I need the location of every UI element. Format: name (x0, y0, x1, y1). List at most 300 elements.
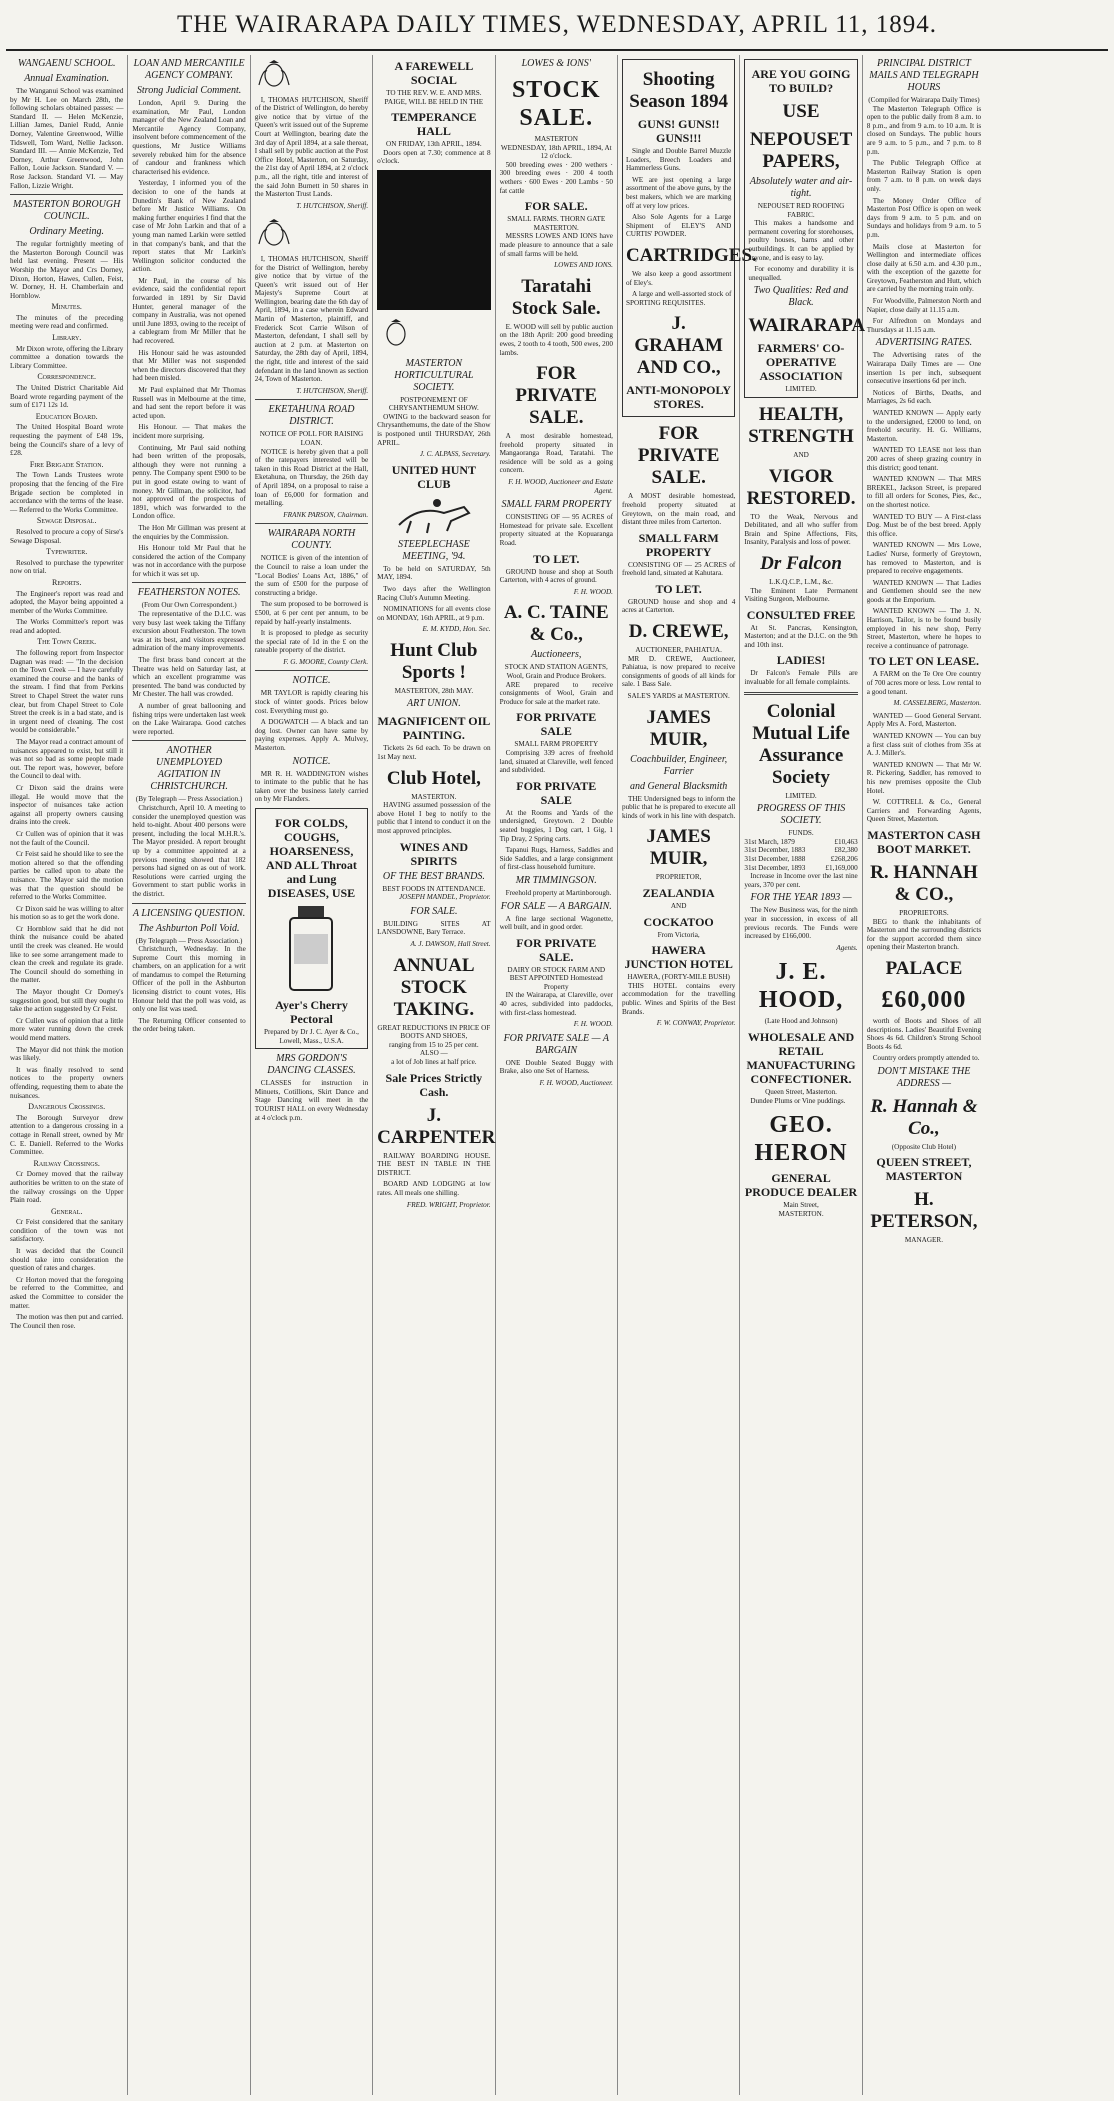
headline: SMALL FARM PROPERTY (638, 530, 719, 559)
headline: PRINCIPAL DISTRICT MAILS AND TELEGRAPH HOURS (869, 58, 979, 93)
subheadline: Absolutely water and air-tight. (749, 176, 853, 199)
subheadline: MASTERTON. (778, 1209, 824, 1218)
section-label: Minutes. (51, 302, 82, 312)
advert-note: Prepared by Dr J. C. Ayer & Co., Lowell, Mass., U.S.A. (263, 1028, 359, 1045)
royal-crest-icon (255, 218, 293, 248)
paragraph: The minutes of the preceding meeting were read and confirmed. (10, 313, 124, 331)
column-5 (496, 55, 618, 2095)
subheadline: (Late Hood and Johnson) (764, 1017, 838, 1026)
headline: GUNS! GUNS!! GUNS!!! (637, 117, 720, 145)
signature: M. CASSELBERG, Masterton. (893, 699, 982, 708)
headline: UNITED HUNT CLUB (391, 462, 477, 491)
signature: LOWES AND IONS. (554, 261, 613, 270)
headline: PALACE (885, 957, 963, 979)
paragraph: BUILDING SITES AT LANSDOWNE, Bary Terrace. (377, 919, 491, 937)
headline: LOAN AND MERCANTILE AGENCY COMPANY. (133, 58, 245, 81)
signature: A. J. DAWSON, Hall Street. (410, 940, 491, 948)
headline: MASTERTON HORTICULTURAL SOCIETY. (394, 357, 474, 393)
paragraph: MESSRS LOWES AND IONS have made pleasure to announce that a sale of small farms will be held. (499, 232, 613, 258)
subheadline: AUCTIONEER, PAHIATUA. (635, 646, 722, 655)
classified-ad: WANTED KNOWN — That MRS BREKEL, Jackson Street, is prepared to fill all orders for Scones, Pies, &c., on the shortest notice. (866, 475, 982, 509)
headline: TO LET ON LEASE. (868, 654, 980, 669)
paragraph: Cr Dorney moved that the railway authorities be written to on the state of the railway crossings on the Upper Plain road. (10, 1170, 124, 1205)
paragraph: We also keep a good assortment of Eley's. (625, 269, 732, 287)
section-label: Fire Brigade Station. (29, 459, 104, 469)
section-label: Railway Crossings. (33, 1158, 100, 1168)
headline: FOR PRIVATE SALE — A BARGAIN (503, 1032, 609, 1056)
subheadline: MANAGER. (904, 1236, 943, 1245)
column-4 (373, 55, 495, 2095)
column-6 (618, 55, 757, 2095)
headline: GENERAL PRODUCE DEALER (744, 1171, 858, 1200)
paragraph: The Borough Surveyor drew attention to a dangerous crossing in a cottage in Renall street, owned by Mr C. E. Daniell. Referred to the Works Committee. (10, 1113, 124, 1157)
headline: TEMPERANCE HALL (391, 110, 477, 139)
paragraph: WE are just opening a large assortment of the above guns, by the best makers, which we are marking off at very low prices. (625, 175, 732, 210)
subheadline: DAIRY OR STOCK FARM AND BEST APPOINTED Homestead Property (507, 965, 606, 991)
headline: R. HANNAH & CO., (870, 861, 978, 905)
subheadline: PROPRIETOR, (655, 873, 702, 882)
paragraph: BEG to thank the inhabitants of Masterton and the surrounding districts for the support accorded them since opening their Masterton branch. (866, 917, 982, 952)
headline: H. PETERSON, (870, 1189, 978, 1233)
headline: USE (782, 101, 820, 122)
paragraph: Cr Cullen was of opinion that a little more water running down the creek would mend matters. (10, 1016, 124, 1042)
paragraph: A DOGWATCH — A black and tan dog lost. Owner can have same by paying expenses. Apply A. Mulvey, Masterton. (254, 718, 369, 753)
ink-blot (377, 170, 490, 310)
paragraph: The Works Committee's report was read and adopted. (10, 618, 124, 635)
advert-headline: FOR COLDS, COUGHS, HOARSENESS, AND ALL Throat and Lung DISEASES, USE (266, 816, 357, 900)
headline: JAMES MUIR, (646, 706, 711, 750)
paragraph: MR R. H. WADDINGTON wishes to intimate to the public that he has taken over the business lately carried on by Mr Flanders. (254, 769, 369, 804)
byline: (By Telegraph — Press Association.) (135, 936, 243, 945)
masthead-rule (6, 49, 1108, 51)
paragraph: The Eminent Late Permanent Visiting Surgeon, Melbourne. (744, 586, 858, 604)
funds-row (744, 838, 857, 847)
paragraph: Tapanui Rugs, Harness, Saddles and Side Saddles, and a large consignment of first-class household furniture. (499, 846, 613, 872)
headline: TO LET. (533, 551, 580, 566)
divider (255, 523, 368, 524)
paragraph: A fine large sectional Wagonette, well built, and in good order. (499, 914, 613, 932)
headline: MASTERTON CASH BOOT MARKET. (867, 827, 981, 856)
divider (744, 692, 857, 695)
paragraph: E. WOOD will sell by public auction on the 18th April: 200 good breeding ewes, 2 tooth to 4 tooth, 500 ewes, 200 lambs. (499, 322, 613, 357)
section-label: Education Board. (35, 411, 98, 421)
paragraph: London, April 9. During the examination, Mr Paul, London manager of the New Zealand Loan and Mercantile Agency Company, insolvent before commencement of the questions, Mr Justice Williams severely rebuked him for the absence of candour and frankness which characterised his evidence. (132, 99, 246, 176)
paragraph: IN the Wairarapa, at Clareville, over 40 acres, subdivided into paddocks, with first-class homestead. (499, 991, 613, 1017)
funds-date: 31st December, 1893 (744, 863, 806, 872)
headline: £60,000 (881, 986, 967, 1013)
headline: FOR PRIVATE SALE (516, 710, 597, 739)
headline: FOR SALE. (410, 905, 458, 917)
headline: J. GRAHAM AND CO., (634, 313, 723, 379)
signature: F. H. WOOD, Auctioneer. (539, 1079, 613, 1088)
section-label: Sewage Disposal. (36, 516, 97, 526)
guns-advert (622, 59, 757, 417)
headline: NOTICE. (292, 755, 331, 767)
headline: FOR SALE. (524, 199, 588, 214)
subheadline: NEPOUSET RED ROOFING FABRIC. (757, 202, 845, 219)
paragraph: CLASSES for instruction in Minuets, Cotillions, Skirt Dance and Stage Dancing will meet in the TOURIST HALL on every Wednesday at 4 o'clock p.m. (254, 1079, 369, 1122)
headline: Dr Falcon (760, 552, 842, 574)
funds-amount: £10,463 (834, 837, 858, 846)
paragraph: GROUND house and shop and 4 acres at Carterton. (621, 597, 736, 615)
paragraph: NOTICE is given of the intention of the Council to raise a loan under the "Local Bodies' Loans Act, 1886," of the sum of £500 for the purpose of constructing a bridge. (254, 554, 369, 597)
subheadline: Annual Examination. (24, 73, 110, 84)
section-label: The Town Creek. (37, 637, 97, 647)
headline: FOR THE YEAR 1893 — (750, 892, 852, 904)
paragraph: For Alfredton on Mondays and Thursdays at 11.15 a.m. (866, 317, 982, 334)
paragraph: At the Rooms and Yards of the undersigned, Greytown. 2 Double seated buggies, 1 Dog cart, 1 Gig, 1 Tip Dray, 2 Spring carts. (499, 808, 613, 843)
classified-ad: WANTED KNOWN — Apply early to the undersigned, £2000 to lend, on freehold security. H. G. Williams, Masterton. (866, 409, 982, 443)
divider (132, 740, 245, 741)
headline: LOWES & IONS' (521, 58, 591, 69)
subheadline: WEDNESDAY, 18th APRIL, 1894, At 12 o'clock. (500, 143, 612, 161)
paragraph: The regular fortnightly meeting of the Masterton Borough Council was held last evening. Present — His Worship the Mayor and Crs Dorney, Dixon, Horton, Hawes, Cullen, Feist, W. Dorney, H. H. Chamberlain and Hornblow. (10, 240, 124, 300)
classified-ad: WANTED KNOWN — Mrs Lowe, Ladies' Nurse, formerly of Greytown, has removed to Masterton, and is prepared to receive engagements. (866, 541, 982, 576)
subheadline: Strong Judicial Comment. (136, 85, 242, 96)
funds-amount: £268,206 (830, 855, 858, 864)
subheadline: BEST FOODS IN ATTENDANCE. (382, 884, 486, 893)
funds-amount: £1,169,000 (825, 863, 858, 872)
headline: ANNUAL STOCK TAKING. (393, 954, 475, 1020)
classified-ad: WANTED KNOWN — That Ladies and Gentlemen should see the new goods at the Emporium. (866, 578, 982, 604)
signature: Agents. (836, 943, 858, 952)
paragraph: The Mayor read a contract amount of nuisances appeared to exist, but still it was not so bad as some people made out. The report was, however, before the Council to deal with. (10, 738, 124, 781)
headline: QUEEN STREET, MASTERTON (876, 1155, 972, 1184)
paragraph: MR D. CREWE, Auctioneer, Pahiatua, is now prepared to receive consignments of goods of all kinds for sale. 1 Bass Sale. (621, 654, 736, 689)
paragraph: This makes a handsome and permanent covering for storehouses, poultry houses, barns and other outbuildings. It can be applied by anyone, and is easy to lay. (748, 219, 854, 262)
headline: HEALTH, STRENGTH (748, 403, 854, 447)
classified-ad: WANTED KNOWN — That Mr W. R. Pickering, Saddler, has removed to his new premises opposite the Club Hotel. (866, 760, 982, 795)
headline: ADVERTISING RATES. (875, 337, 973, 349)
divider (255, 399, 368, 400)
headline: FOR SALE — A BARGAIN. (500, 900, 612, 912)
paragraph: TO the Weak, Nervous and Debilitated, and all who suffer from Brain and Spine Affections, Fits, Insanity, Paralysis and loss of power. (744, 512, 858, 547)
subheadline: FUNDS. (788, 829, 814, 838)
divider (255, 670, 368, 671)
paragraph: ONE Double Seated Buggy with Brake, also one Set of Harness. (499, 1058, 613, 1076)
paragraph: Single and Double Barrel Muzzle Loaders, Breech Loaders and Hammerless Guns. (625, 147, 732, 173)
paragraph: The Returning Officer consented to the order being taken. (132, 1016, 246, 1034)
headline: ART UNION. (407, 698, 461, 710)
paragraph: RAILWAY BOARDING HOUSE. THE BEST IN TABLE IN THE DISTRICT. (377, 1151, 491, 1177)
headline: ARE YOU GOING TO BUILD? (751, 67, 851, 95)
paragraph: Mails close at Masterton for Wellington and intermediate offices close daily at 6.50 a.m. and 4.30 p.m., with the exception of the gazette for Greytown, Featherston and Hutt, which are carried by the morning train only. (866, 242, 982, 294)
headline: TO LET. (655, 581, 702, 596)
paragraph: GROUND house and shop at South Carterton, with 4 acres of ground. (499, 567, 613, 585)
subheadline: The Ashburton Poll Void. (138, 922, 240, 934)
paragraph: Freehold property at Martinborough. (505, 888, 612, 897)
subheadline: MASTERTON (534, 135, 578, 143)
headline: EKETAHUNA ROAD DISTRICT. (268, 404, 355, 428)
paragraph: For Woodville, Palmerston North and Napier, close daily at 11.15 a.m. (866, 297, 982, 314)
classified-ad: WANTED TO LEASE not less than 200 acres of sheep grazing country in this district; good tenant. (866, 446, 982, 472)
headline: MRS GORDON'S DANCING CLASSES. (267, 1053, 356, 1077)
subheadline: MASTERTON. (411, 792, 457, 801)
funds-amount: £82,380 (834, 846, 858, 855)
funds-date: 31st December, 1883 (744, 846, 806, 855)
subheadline: From Victoria, (657, 930, 700, 939)
headline: CONSULTED FREE (746, 607, 856, 622)
signature: F. H. WOOD. (573, 1020, 613, 1029)
headline: GEO. HERON (754, 1112, 848, 1167)
headline: MR TIMMINGSON. (515, 874, 597, 886)
paragraph: The Engineer's report was read and adopted, the Mayor being appointed a member of the Works Committee. (10, 589, 124, 615)
byline: (By Telegraph — Press Association.) (135, 795, 243, 804)
subheadline: ON FRIDAY, 13th APRIL, 1894. (386, 140, 482, 149)
paragraph: The Masterton Telegraph Office is open to the public daily from 8 a.m. to 8 p.m., and from 9 a.m. to 10 a.m. It is closed on Sundays. The public hours are 9 a.m. to 5 p.m., and 7 p.m. to 8 p.m. (866, 104, 982, 156)
column-3 (251, 55, 373, 2095)
paragraph: Resolved to purchase the typewriter now on trial. (10, 558, 124, 576)
headline: ANOTHER UNEMPLOYED AGITATION IN CHRISTCHURCH. (150, 745, 228, 793)
paragraph: The following report from Inspector Dagnan was read: — "In the decision on the Town Creek — I have carefully examined the course and the banks of the stream. I find that from Perkins Street to Chapel Street the water runs clear, but from Chapel Street to Cole Street the creek is in a bad state, and is in urgent need of cleaning. The cost would be considerable." (10, 649, 124, 735)
paragraph: ARE prepared to receive consignments of Wool, Grain and Produce for sale at the market rate. (499, 680, 613, 706)
section-label: Reports. (52, 577, 82, 587)
paragraph: The Town Lands Trustees wrote proposing that the fencing of the Fire Brigade section be completed in accordance with the terms of the lease. — Referred to the Works Committee. (10, 471, 124, 514)
paragraph: For economy and durability it is unequalled. (748, 265, 854, 282)
byline: (From Our Own Correspondent.) (141, 601, 237, 610)
headline: ANTI-MONOPOLY STORES. (626, 383, 732, 412)
paragraph: His Honour told Mr Paul that he considered the action of the Company was not in accordance with the purpose for which it was set up. (132, 544, 246, 578)
headline: R. Hannah & Co., (870, 1095, 978, 1139)
divider (132, 582, 245, 583)
headline: JAMES MUIR, (646, 826, 711, 870)
subheadline: POSTPONEMENT OF CHRYSANTHEMUM SHOW. (388, 395, 479, 413)
paragraph: Mr Paul, in the course of his evidence, said the confidential report forwarded in 1891 by Sir David Hunter, general manager of the company in Australia, was not opened until June 1893, owing to the receipt of a cablegram from Mr Miller that he had recovered. (132, 276, 246, 346)
paragraph: Cr Hornblow said that he did not think the nuisance could be abated until the creek was cleaned. He would like to see some arrangement made to clean the creek and regulate its grade. The Council should do something in the matter. (10, 924, 124, 985)
headline: WHOLESALE AND RETAIL MANUFACTURING CONFECTIONER. (746, 1029, 856, 1086)
paragraph: worth of Boots and Shoes of all descriptions. Ladies' Beautiful Evening Shoes 4s 6d. Children's Strong School Boots 4s 6d. (866, 1016, 982, 1051)
paragraph: OWING to the backward season for Chrysanthemums, the date of the Show is postponed until THURSDAY, 26th APRIL. (377, 412, 491, 447)
headline: VIGOR RESTORED. (746, 465, 856, 509)
paragraph: Cr Feist considered that the sanitary condition of the town was not satisfactory. (10, 1218, 124, 1244)
classified-ad: WANTED TO BUY — A First-class Dog. Must be of the best breed. Apply this office. (866, 512, 982, 538)
section-label: Dangerous Crossings. (28, 1102, 106, 1112)
paragraph: BOARD AND LODGING at low rates. All meals one shilling. (377, 1180, 491, 1197)
column-1 (6, 55, 128, 2095)
subheadline: PROPRIETORS. (899, 908, 949, 917)
paragraph: Comprising 339 acres of freehold land, situated at Clareville, well fenced and subdivided. (499, 748, 613, 775)
paragraph: Tickets 2s 6d each. To be drawn on 1st May next. (377, 744, 491, 762)
funds-date: 31st December, 1888 (744, 855, 806, 864)
paragraph: The United District Charitable Aid Board wrote regarding payment of the sum of £171 12s 1d. (10, 384, 124, 410)
paragraph: The Hon Mr Gillman was present at the enquiries by the Commission. (132, 523, 246, 541)
headline: STEEPLECHASE MEETING, '94. (398, 538, 470, 562)
paragraph: The Mayor did not think the motion was likely. (10, 1045, 124, 1063)
paragraph: 500 breeding ewes · 200 wethers · 300 breeding ewes · 200 4 tooth wethers · 600 Ewes · 200 Lambs · 50 fat cattle (499, 160, 613, 195)
section-label: General. (50, 1206, 83, 1216)
masthead: THE WAIRARAPA DAILY TIMES, WEDNESDAY, APRIL 11, 1894. (176, 11, 938, 38)
advert-brand: Ayer's Cherry Pectoral (275, 998, 348, 1026)
paragraph: I, THOMAS HUTCHISON, Sheriff for the District of Wellington, hereby give notice that by virtue of the Queen's writ issued out of Her Majesty's Supreme Court at Wellington, bearing date the 6th day of April, 1894, in a case wherein Edward Martin of Masterton, plaintiff, and Frederick Scot Carrie Wilson of Masterton, defendant, I shall sell by auction at 2 p.m. at Masterton on Saturday, the 28th day of April, 1894, the right, title and interest of the said defendant in the land known as section 24, Town of Masterton. (254, 254, 369, 384)
paragraph: Cr Dixon said the drains were illegal. He would move that the inspector of nuisances take action against all property owners causing drains into the creek. (10, 783, 124, 827)
headline: A. C. TAINE & Co., (503, 602, 609, 646)
paragraph: NOTICE is hereby given that a poll of the ratepayers interested will be taken in this Road District at the Hall, Eketahuna, on Thursday, the 26th day of April 1894, on a proposal to raise a loan of £6,000 for formation and metalling. (254, 447, 369, 508)
subheadline: (Opposite Club Hotel) (891, 1142, 957, 1151)
horse-and-rider-icon (389, 495, 479, 535)
paragraph: The Wanganui School was examined by Mr H. Lee on March 28th, the following scholars obtained passes: — Standard II. — Helen McKenzie, Lillian James, Daniel Rudd, Annie Dorney, Valentine Greenwood, Willie Tidswell, Tom Ward, Nellie Jackson. Standard III. — Annie McKenzie, Ted Dorney, Arthur Greenwood, John Fallon, Louie Jackson. Standard V. — Rose Jackson. Standard VI. — May Fallon, Lizzie Wright. (10, 87, 124, 190)
subheadline: ranging from 15 to 25 per cent. (389, 1040, 479, 1049)
headline: Hunt Club Sports ! (390, 639, 478, 683)
paragraph: The representative of the D.I.C. was very busy last week taking the Tiffany excursion about Featherston. The town was at its best, and visitors expressed admiration of the many improvements. (132, 610, 246, 653)
subheadline: Main Street, (783, 1201, 819, 1210)
headline: ZEALANDIA (642, 886, 715, 900)
paragraph: The Mayor thought Cr Dorney's suggestion good, but still they ought to take the action suggested by Cr Feist. (10, 988, 124, 1014)
classified-ad: W. COTTRELL & Co., General Carriers and Forwarding Agents, Queen Street, Masterton. (866, 798, 982, 824)
headline: Club Hotel, (386, 767, 481, 789)
paragraph: Also Sole Agents for a Large Shipment of ELEY'S AND CURTIS' POWDER. (625, 213, 732, 239)
subheadline: GREAT REDUCTIONS IN PRICE OF BOOTS AND SHOES, (377, 1023, 491, 1041)
headline: DON'T MISTAKE THE ADDRESS — (877, 1065, 971, 1089)
subheadline: AND (670, 902, 687, 910)
paragraph: Two days after the Wellington Racing Club's Autumn Meeting. (377, 584, 491, 602)
signature: T. HUTCHISON, Sheriff. (296, 201, 369, 210)
subheadline: LIMITED. (785, 791, 817, 800)
paragraph: The Money Order Office of Masterton Post Office is open on week days from 9 a.m. to 5 p.m. and on Sundays and holidays from 9 a.m. to 5 p.m. (866, 196, 982, 239)
signature: F. H. WOOD, Auctioneer and Estate Agent. (508, 478, 613, 495)
headline: COCKATOO (643, 914, 714, 929)
paragraph: At St. Pancras, Kensington, Masterton; and at the D.I.C. on the 9th and 10th inst. (744, 623, 858, 649)
funds-row (744, 846, 857, 855)
paragraph: Christchurch, Wednesday. In the Supreme Court this morning in chambers, on an application for a writ of mandamus to compel the Returning Officer of the poll in the Ashburton licensing district to count votes, His Honour held that the poll was void, as only one list was used. (132, 945, 246, 1014)
paragraph: Dr Falcon's Female Pills are invaluable for all female complaints. (744, 669, 858, 687)
headline: Colonial Mutual Life Assurance Society (752, 700, 850, 788)
paragraph: Cr Dixon said he was willing to alter his motion so as to get the work done. (10, 904, 124, 922)
paragraph: Dundee Plums or Vine puddings. (750, 1096, 846, 1105)
headline: WANGAENU SCHOOL. (17, 58, 116, 69)
subheadline: Auctioneers, (531, 649, 582, 661)
paragraph: Mr Dixon wrote, offering the Library committee a donation towards the Library Committee. (10, 344, 124, 370)
subheadline: AND (793, 450, 809, 459)
funds-row (744, 864, 857, 873)
paragraph: His Honour. — That makes the incident more surprising. (132, 423, 246, 440)
headline: FEATHERSTON NOTES. (137, 587, 241, 599)
column-2 (128, 55, 250, 2095)
headline: MASTERTON BOROUGH COUNCIL. (13, 199, 121, 223)
paragraph: Mr Paul explained that Mr Thomas Russell was in Melbourne at the time, and had sent the report before it was acted upon. (132, 386, 246, 420)
paragraph: Yesterday, I informed you of the decision to one of the hands at Dunedin's Bank of New Zealand before Mr Justice Williams. On making further enquiries I find that the case of Mr John Larkin and that of a young man named Larkin were settled in that company's bank, and that the report states that Mr Larkin's Wellington solicitor conducted the action. (132, 179, 246, 274)
classified-ad: WANTED KNOWN — The J. N. Harrison, Tailor, is to be found busily employed in his new shop, Perry Street, Masterton, where he hopes to receive a continuance of patronage. (866, 607, 982, 650)
royal-crest-icon (377, 318, 415, 348)
headline: WAIRARAPA NORTH COUNTY. (267, 528, 356, 552)
paragraph: The motion was then put and carried. The Council then rose. (10, 1313, 124, 1330)
headline: A FAREWELL SOCIAL (394, 59, 474, 87)
headline: MAGNIFICENT OIL PAINTING. (377, 714, 491, 743)
subheadline: ALSO — (419, 1049, 448, 1058)
paragraph: A FARM on the Te Ore Ore country of 700 acres more or less. Low rental to a good tenant. (866, 670, 982, 696)
signature: E. M. KYDD, Hon. Sec. (422, 625, 491, 634)
signature: FRED. WRIGHT, Proprietor. (406, 1200, 491, 1209)
paragraph: Resolved to procure a copy of Sirse's Sewage Disposal. (10, 527, 124, 545)
headline: FARMERS' CO-OPERATIVE ASSOCIATION (757, 341, 845, 384)
paragraph: Continuing, Mr Paul said nothing had been written of the proposals, although they were not running a penny. The Company spent £900 to be put in good estate owing to want of money. Mr Gillman, the solicitor, had not approved of the prospectus of 1891, which was forwarded to the London office. (132, 443, 246, 521)
paragraph: It is proposed to pledge as security the special rate of 1d in the £ on the rateable property of the district. (254, 629, 369, 655)
paragraph: To be held on SATURDAY, 5th MAY, 1894. (377, 564, 491, 582)
headline: FOR PRIVATE SALE. (516, 935, 597, 964)
section-label: Typewriter. (46, 547, 88, 557)
paragraph: His Honour said he was astounded that Mr Miller was not suspended when the directors discovered that they had been misled. (132, 348, 246, 383)
headline: NEPOUSET PAPERS, (749, 129, 853, 172)
paragraph: A number of great ballooning and fishing trips were undertaken last week on the Lake Wairarapa. Good catches were reported. (132, 702, 246, 736)
headline: NOTICE. (292, 675, 331, 687)
royal-crest-icon (255, 59, 293, 89)
divider (10, 194, 123, 195)
paragraph: Cr Horton moved that the foregoing be referred to the Committee, and asked the Committee to consider the matter. (10, 1275, 124, 1310)
subheadline: Queen Street, Masterton. (765, 1087, 837, 1096)
subheadline: a lot of Job lines at half price. (391, 1057, 477, 1066)
headline: STOCK SALE. (511, 77, 601, 131)
paragraph: Notices of Births, Deaths, and Marriages, 2s 6d each. (866, 388, 982, 406)
paragraph: NOMINATIONS for all events close on MONDAY, 16th APRIL, at 9 p.m. (377, 605, 491, 622)
headline: WAIRARAPA (748, 315, 866, 337)
signature: T. HUTCHISON, Sheriff. (296, 386, 369, 395)
subheadline: Two Qualities: Red and Black. (753, 285, 849, 309)
subheadline: SMALL FARMS. THORN GATE MASTERTON. (507, 215, 606, 232)
paragraph: The New Business was, for the ninth year in succession, in excess of all previous records. The Funds were increased by £166,000. (744, 906, 858, 941)
paragraph: THIS HOTEL contains every accommodation for the travelling public. Wines and Spirits of the Best Brands. (621, 981, 736, 1016)
classified-ad: WANTED KNOWN — You can buy a first class suit of clothes from 35s at A. J. Miller's. (866, 732, 982, 758)
subheadline: LIMITED. (785, 385, 817, 394)
paragraph: I, THOMAS HUTCHISON, Sheriff of the District of Wellington, do hereby give notice that by virtue of the Queen's writ issued out of the Supreme Court at Wellington, bearing date the 3rd day of April 1894, at a sale thereat, I shall sell by public auction at the Post Office Hotel, Masterton, on Saturday, the 21st day of April 1894, at 2 o'clock p.m., all the right, title and interest of the said John Burnett in 50 shares in the Masterton Trust Lands. (254, 95, 369, 199)
subheadline: STOCK AND STATION AGENTS, Wool, Grain and Produce Brokers. (504, 663, 608, 680)
paragraph: Increase in Income over the last nine years, 370 per cent. (744, 872, 858, 889)
subheadline: HAWERA, (FORTY-MILE BUSH) (627, 973, 730, 982)
section-label: Library. (52, 333, 82, 343)
classified-ad: WANTED — Good General Servant. Apply Mrs A. Ford, Masterton. (866, 711, 982, 729)
paragraph: A most desirable homestead, freehold property situated in Mangaoranga Road, Taratahi. The residence will be sold as a going concern. (499, 432, 613, 475)
signature: F. H. WOOD. (573, 587, 613, 596)
subheadline: and General Blacksmith (630, 780, 728, 792)
paragraph: MR TAYLOR is rapidly clearing his stock of winter goods. Prices below cost. Everything must go. (254, 689, 369, 715)
funds-date: 31st March, 1879 (744, 837, 795, 846)
headline: LADIES! (776, 653, 826, 668)
headline: J. CARPENTER (377, 1104, 496, 1148)
nepouset-advert (744, 59, 866, 398)
column-8 (863, 55, 985, 2095)
signature: JOSEPH MANDEL, Proprietor. (398, 893, 491, 902)
headline: CARTRIDGES. (625, 244, 757, 266)
paragraph: HAVING assumed possession of the above Hotel I beg to notify to the public that I intend to conduct it on the most approved principles. (377, 801, 491, 836)
paragraph: The first brass band concert at the Theatre was held on Saturday last, at which an excellent programme was presented. The band was conducted by Mr Chester. The hall was crowded. (132, 656, 246, 699)
headline: Sale Prices Strictly Cash. (385, 1070, 483, 1099)
paragraph: The Public Telegraph Office at Masterton Railway Station is open from 7 a.m. to 8 p.m. on week days only. (866, 159, 982, 193)
paragraph: Country orders promptly attended to. (872, 1054, 980, 1063)
signature: F. G. MOORE, County Clerk. (283, 657, 369, 666)
paragraph: CONSISTING OF — 25 ACRES of freehold land, situated at Kahutara. (621, 560, 736, 578)
paragraph: THE Undersigned begs to inform the public that he is prepared to execute all kinds of work in his line with despatch. (621, 794, 736, 820)
medicine-bottle-icon (276, 904, 346, 994)
paragraph: Cr Cullen was of opinion that it was not the fault of the Council. (10, 829, 124, 847)
subheadline: PROGRESS OF THIS SOCIETY. (756, 803, 846, 827)
headline: WINES AND SPIRITS (399, 839, 469, 868)
funds-table (744, 838, 857, 872)
headline: FOR PRIVATE SALE (516, 778, 597, 807)
signature: F. W. CONWAY, Proprietor. (656, 1019, 736, 1028)
paragraph: It was finally resolved to send notices to the property owners offending, requesting them to abate the nuisances. (10, 1065, 124, 1100)
paragraph: The sum proposed to be borrowed is £500, at 6 per cent per annum, to be repaid by half-yearly instalments. (254, 600, 369, 626)
headline: J. E. HOOD, (758, 959, 844, 1014)
headline: Shooting Season 1894 (629, 69, 728, 112)
paragraph: The United Hospital Board wrote requesting the payment of £48 19s, being the Council's share of a levy of £28. (10, 423, 124, 458)
columns (6, 55, 1108, 2095)
headline: FOR PRIVATE SALE. (515, 363, 598, 429)
signature: FRANK PARSON, Chairman. (283, 510, 369, 519)
subheadline: L.K.Q.C.P., L.M., &c. (769, 577, 833, 586)
subheadline: NOTICE OF POLL FOR RAISING LOAN. (259, 430, 364, 447)
paragraph: Doors open at 7.30; commence at 8 o'clock. (377, 148, 491, 166)
headline: HAWERA JUNCTION HOTEL (624, 943, 733, 972)
subheadline: Coachbuilder, Engineer, Farrier (630, 753, 728, 777)
subheadline: SALE'S YARDS at MASTERTON. (627, 692, 730, 701)
